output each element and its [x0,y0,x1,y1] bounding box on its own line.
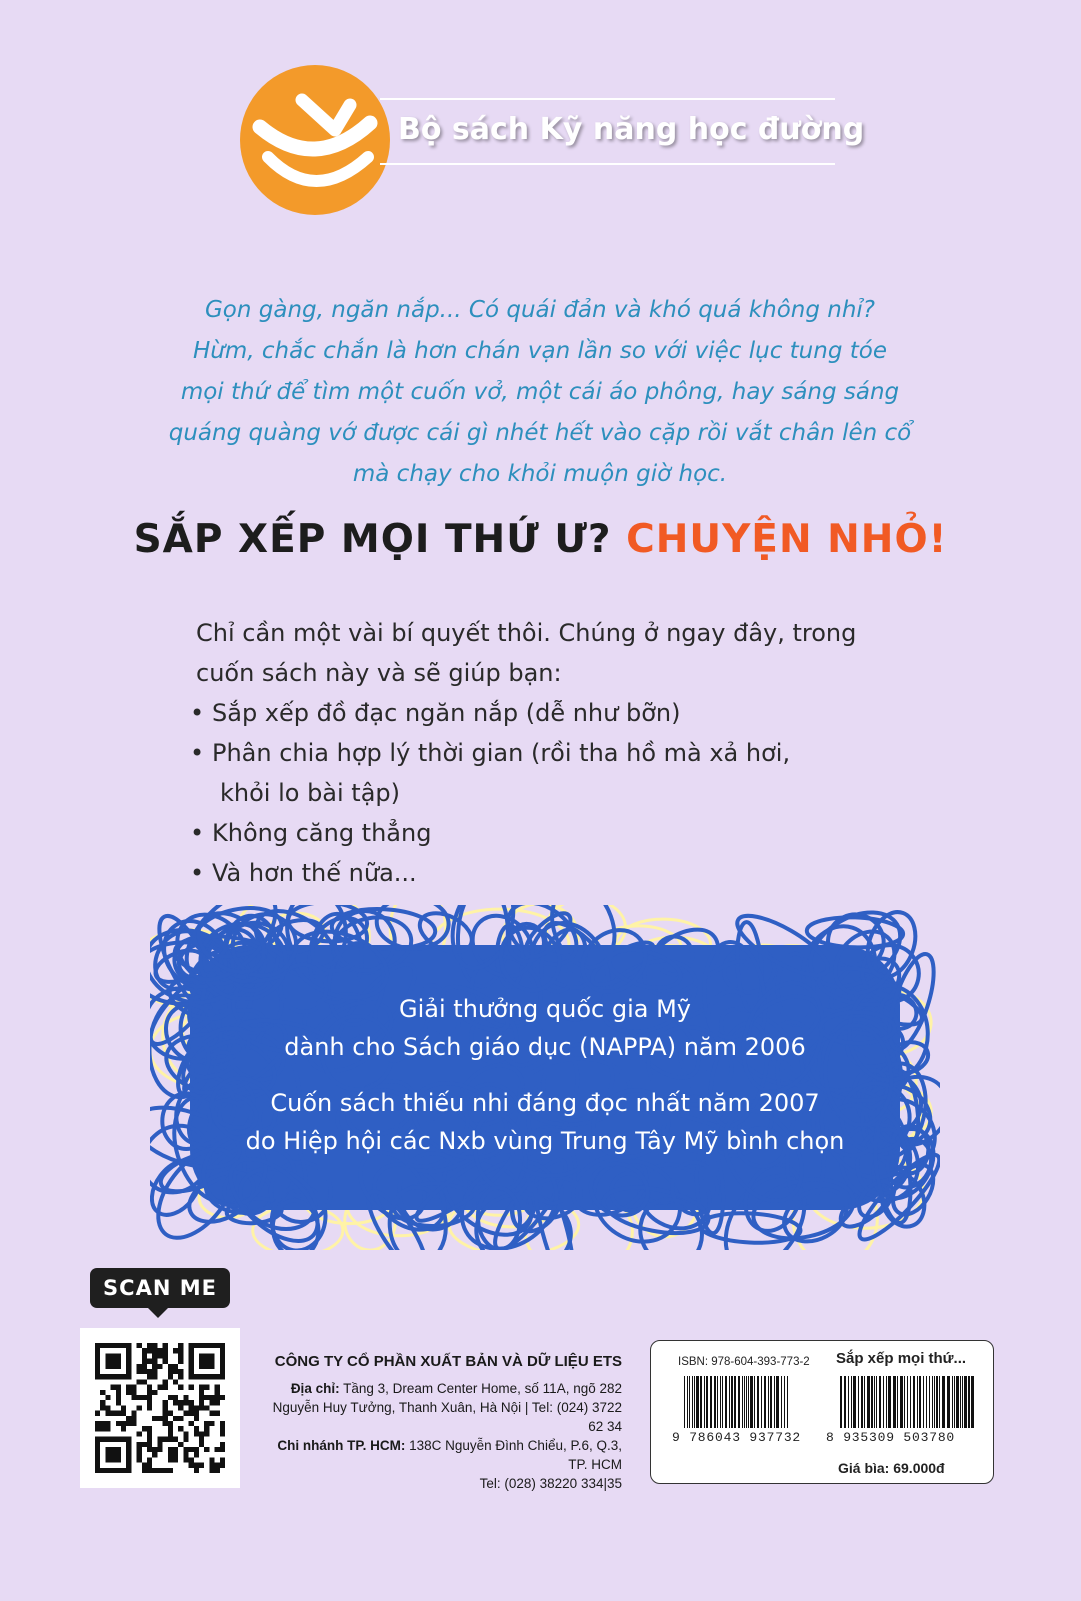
list-item: • Không căng thẳng [190,813,930,853]
headline [0,517,1081,562]
list-item: • Sắp xếp đồ đạc ngăn nắp (dễ như bỡn) [190,693,930,733]
headline-part2: CHUYỆN NHỎ! [626,517,948,562]
series-divider-top [380,98,835,100]
award-1 [160,990,930,1066]
price-barcode [838,1376,976,1428]
body-lead-line: Chỉ cần một vài bí quyết thôi. Chúng ở ngay đây, trong [196,619,857,647]
body-lead [196,613,916,693]
list-item-text: Phân chia hợp lý thời gian (rồi tha hồ mà xả hơi, [212,739,791,767]
address-line1: Tầng 3, Dream Center Home, số 11A, ngõ 282 [343,1381,622,1396]
badge-pointer [146,1306,170,1318]
publisher-name: CÔNG TY CỔ PHẦN XUẤT BẢN VÀ DỮ LIỆU ETS [274,1353,622,1370]
award-2-line2: do Hiệp hội các Nxb vùng Trung Tây Mỹ bình chọn [245,1127,845,1155]
address-label: Địa chỉ: [290,1381,340,1396]
list-item-continuation: khỏi lo bài tập) [220,779,401,807]
benefit-list [190,693,930,893]
smile-logo-icon [240,65,390,215]
intro-line: Hừm, chắc chắn là hơn chán vạn lần so với việc lục tung tóe [193,338,887,364]
body-lead-line: cuốn sách này và sẽ giúp bạn: [196,659,562,687]
branch-label: Chi nhánh TP. HCM: [277,1438,406,1453]
branch-tel: Tel: (028) 38220 334|35 [479,1476,622,1491]
list-item [190,733,930,813]
scan-me-badge: SCAN ME [90,1268,230,1308]
intro-line: mà chạy cho khỏi muộn giờ học. [352,461,728,487]
intro-line: quáng quàng vớ được cái gì nhét hết vào cặp rồi vắt chân lên cổ [168,420,912,446]
award-1-line1: Giải thưởng quốc gia Mỹ [399,995,691,1023]
award-1-line2: dành cho Sách giáo dục (NAPPA) năm 2006 [284,1033,806,1061]
isbn-barcode [682,1376,792,1428]
price-ean-digits: 8 935309 503780 [826,1430,956,1445]
award-2 [160,1084,930,1160]
branch [262,1436,622,1474]
cover-price: Giá bìa: 69.000đ [838,1460,945,1476]
isbn-label: ISBN: 978-604-393-773-2 [678,1356,810,1368]
awards-block [160,990,930,1178]
series-logo [240,65,390,215]
series-title: Bộ sách Kỹ năng học đường [398,112,865,147]
headline-part1: SẮP XẾP MỌI THỨ Ư? [133,517,612,562]
intro-line: Gọn gàng, ngăn nắp... Có quái đản và khó quá không nhỉ? [204,297,876,323]
address [262,1379,622,1398]
address-line2: Nguyễn Huy Tưởng, Thanh Xuân, Hà Nội | Tel: (024) 3722 62 34 [272,1400,622,1434]
series-divider-bottom [380,163,835,165]
qr-code-icon[interactable] [95,1343,225,1473]
branch-address: 138C Nguyễn Đình Chiểu, P.6, Q.3, TP. HCM [409,1438,622,1472]
intro-line: mọi thứ để tìm một cuốn vở, một cái áo phông, hay sáng sáng [180,379,900,405]
list-item: • Và hơn thế nữa... [190,853,930,893]
publisher-info [262,1352,622,1493]
intro-paragraph [130,290,950,495]
award-2-line1: Cuốn sách thiếu nhi đáng đọc nhất năm 2007 [270,1089,820,1117]
isbn-ean-digits: 9 786043 937732 [672,1430,802,1445]
book-title-short: Sắp xếp mọi thứ... [836,1350,967,1367]
